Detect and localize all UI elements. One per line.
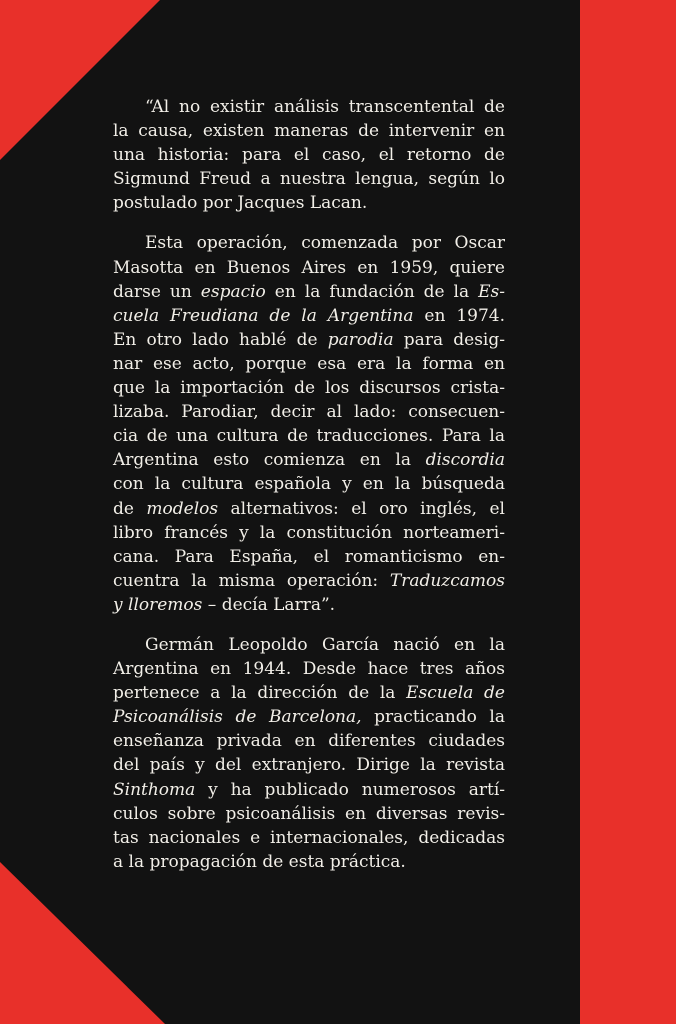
italic-segment: cuela Freudiana de la Argentina [113, 305, 414, 326]
text-segment: postulado por Jacques Lacan. [113, 193, 368, 214]
text-segment: enseñanza privada en diferentes ciudades [113, 731, 505, 752]
text-line [113, 143, 505, 167]
italic-segment: y lloremos [113, 594, 203, 615]
text-segment: practicando la [361, 707, 505, 728]
text-segment: En otro lado hablé de [113, 329, 328, 350]
text-line [113, 328, 505, 352]
text-line [113, 778, 505, 802]
text-segment: Germán Leopoldo García nació en la [145, 634, 505, 655]
italic-segment: espacio [200, 281, 266, 302]
text-line [113, 424, 505, 448]
text-segment: a la propagación de esta práctica. [113, 851, 406, 872]
italic-segment: Es- [478, 281, 506, 302]
text-segment: Masotta en Buenos Aires en 1959, quiere [113, 257, 505, 278]
paragraph-author-bio [113, 633, 505, 874]
text-line [113, 352, 505, 376]
text-segment: cia de una cultura de traducciones. Para la [113, 426, 505, 447]
text-segment: – decía Larra”. [202, 594, 336, 615]
text-line [113, 826, 505, 850]
text-line [113, 657, 505, 681]
text-segment: Argentina en 1944. Desde hace tres años [113, 659, 505, 680]
text-line [113, 191, 505, 215]
text-segment: “Al no existir análisis transcentental de [145, 97, 505, 117]
text-line [113, 400, 505, 424]
text-segment: de [113, 498, 147, 519]
text-line [113, 376, 505, 400]
text-line [113, 448, 505, 472]
text-segment: en 1974. [413, 305, 506, 326]
text-segment: alternativos: el oro inglés, el [218, 498, 505, 519]
text-line [113, 753, 505, 777]
text-line [113, 231, 505, 255]
text-segment: Sigmund Freud a nuestra lengua, según lo [113, 169, 505, 190]
italic-segment: modelos [146, 498, 219, 519]
text-segment: lizaba. Parodiar, decir al lado: consecuen- [113, 402, 505, 423]
text-segment: para desig- [393, 329, 505, 350]
blurb-text [113, 95, 505, 874]
text-line [113, 256, 505, 280]
text-line [113, 497, 505, 521]
text-line [113, 681, 505, 705]
text-segment: Esta operación, comenzada por Oscar [145, 233, 505, 254]
text-segment: en la fundación de la [265, 281, 479, 302]
paragraph-quote [113, 95, 505, 215]
text-line [113, 521, 505, 545]
text-line [113, 167, 505, 191]
text-segment: con la cultura española y en la búsqueda [113, 474, 505, 495]
text-line [113, 95, 505, 119]
text-segment: cana. Para España, el romanticismo en- [113, 546, 505, 567]
italic-segment: discordia [425, 450, 505, 471]
text-segment: tas nacionales e internacionales, dedicadas [113, 827, 505, 848]
text-segment: que la importación de los discursos crista- [113, 378, 505, 399]
italic-segment: Sinthoma [113, 779, 196, 800]
text-segment: una historia: para el caso, el retorno de [113, 145, 505, 166]
text-line [113, 850, 505, 874]
text-segment: la causa, existen maneras de intervenir en [113, 121, 505, 142]
italic-segment: Escuela de [406, 683, 505, 704]
red-corner-bottom-left [0, 862, 165, 1024]
text-line [113, 472, 505, 496]
text-line [113, 705, 505, 729]
italic-segment: Psicoanálisis de Barcelona, [113, 707, 362, 728]
text-line [113, 304, 505, 328]
text-segment: del país y del extranjero. Dirige la revista [113, 755, 505, 776]
red-spine-stripe [580, 0, 676, 1024]
text-segment: culos sobre psicoanálisis en diversas revis- [113, 803, 505, 824]
text-segment: cuentra la misma operación: [113, 570, 390, 591]
text-line [113, 569, 505, 593]
text-line [113, 280, 505, 304]
text-line [113, 119, 505, 143]
text-line [113, 633, 505, 657]
text-segment: nar ese acto, porque esa era la forma en [113, 353, 505, 374]
text-line [113, 802, 505, 826]
text-line [113, 729, 505, 753]
text-segment: pertenece a la dirección de la [113, 683, 407, 704]
italic-segment: parodia [327, 329, 394, 350]
text-segment: libro francés y la constitución norteameri- [113, 522, 505, 543]
text-line [113, 593, 505, 617]
text-segment: y ha publicado numerosos artí- [195, 779, 505, 800]
text-segment: Argentina esto comienza en la [113, 450, 426, 471]
text-line [113, 545, 505, 569]
paragraph-operation [113, 231, 505, 617]
text-segment: darse un [113, 281, 201, 302]
italic-segment: Traduzcamos [389, 570, 505, 591]
